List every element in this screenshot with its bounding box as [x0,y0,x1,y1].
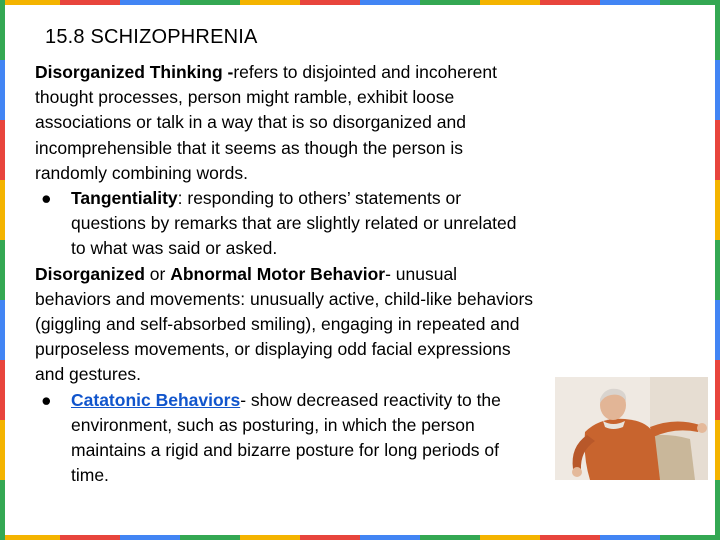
bullet-icon: ● [41,389,52,410]
right-border [715,0,720,540]
slide-title: 15.8 SCHIZOPHRENIA [45,26,258,48]
top-border [0,0,720,5]
catatonic-posture-photo [555,377,708,480]
bottom-border [0,535,720,540]
disorganized-thinking-term: Disorganized Thinking - [35,62,234,82]
connector-text: or [144,263,171,284]
catatonic-behaviors-link[interactable]: Catatonic Behaviors [71,389,241,410]
tangentiality-bullet [35,186,535,262]
motor-behavior-paragraph [35,262,535,388]
abnormal-motor-behavior-term: Abnormal Motor Behavior [170,263,386,284]
disorganized-thinking-paragraph [35,60,535,186]
tangentiality-term: Tangentiality [71,188,178,209]
tangentiality-text: : responding to others’ statements or questions by remarks that are slightly related or unrelated to what was said or asked. [71,188,517,259]
catatonic-text: - show decreased reactivity to the environment, such as posturing, in which the person maintains a rigid and bizarre posture for long periods of time. [71,389,501,486]
motor-behavior-text: - unusual behaviors and movements: unusually active, child-like behaviors (giggling and self-absorbed smiling), engaging in repeated and purposeless movements, or displaying odd facial expressions and gestures. [35,263,534,385]
slide-body [35,60,535,488]
disorganized-thinking-text: refers to disjointed and incoherent thought processes, person might ramble, exhibit loose associations or talk in a way that is so disorganized and incomprehensible that it seems as though the person is randomly combining words. [35,62,497,183]
catatonic-bullet [35,388,535,489]
disorganized-term: Disorganized [35,263,145,284]
left-border [0,0,5,540]
person-posture-illustration [555,377,708,480]
bullet-icon: ● [41,188,52,209]
